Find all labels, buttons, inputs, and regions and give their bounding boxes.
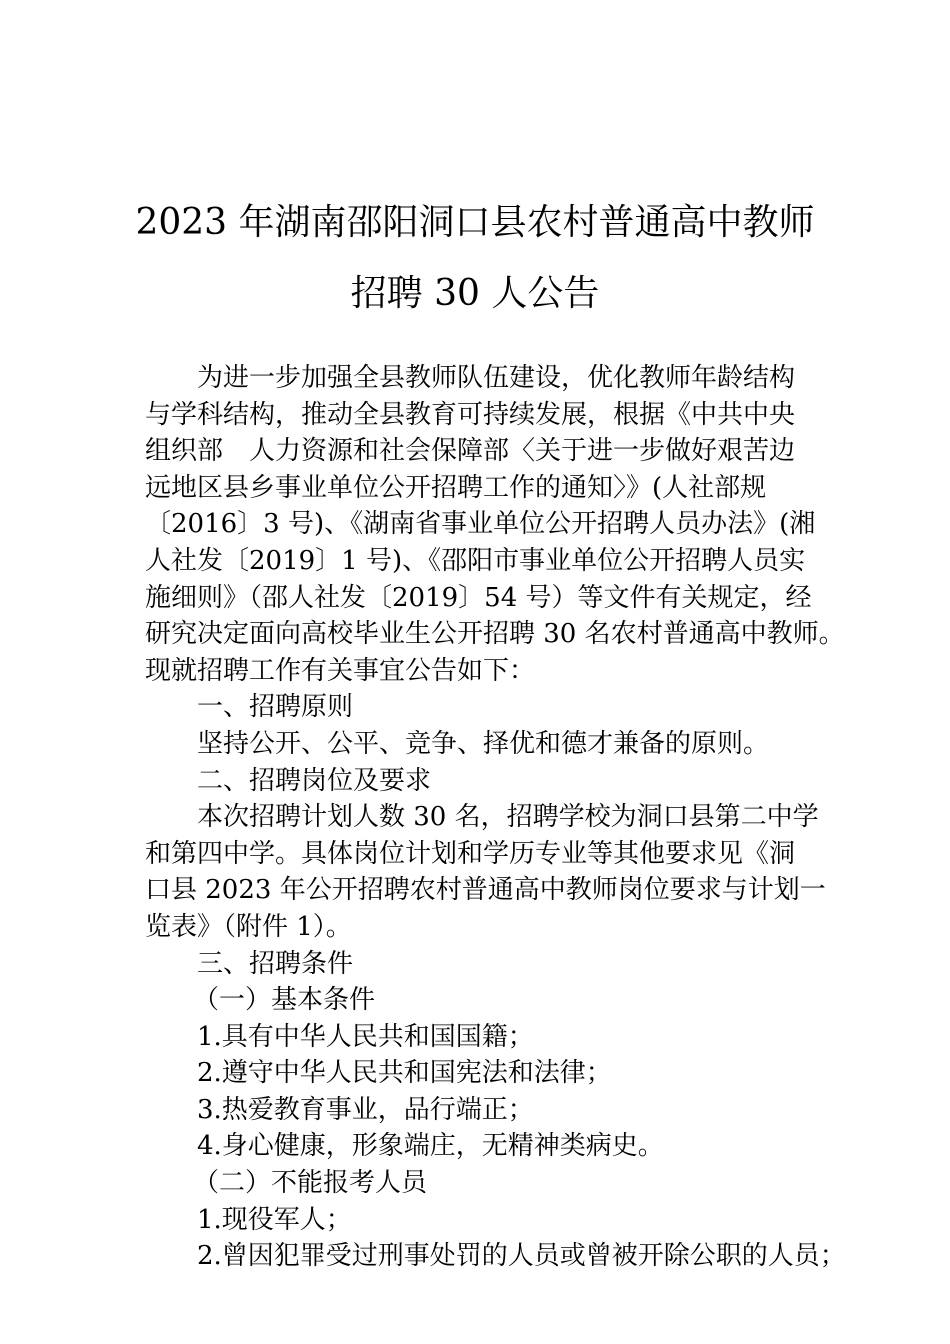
body-line: （二）不能报考人员 xyxy=(193,1168,428,1199)
body-line: 与学科结构，推动全县教育可持续发展，根据《中共中央 xyxy=(145,399,796,430)
body-line: 4.身心健康，形象端庄，无精神类病史。 xyxy=(197,1131,664,1162)
body-line: 和第四中学。具体岗位计划和学历专业等其他要求见《洞 xyxy=(145,838,796,869)
body-line: 二、招聘岗位及要求 xyxy=(197,765,432,796)
body-line: 为进一步加强全县教师队伍建设，优化教师年龄结构 xyxy=(197,363,796,393)
body-line: 〔2016〕3 号)、《湖南省事业单位公开招聘人员办法》(湘 xyxy=(145,509,816,540)
body-line: 口县 2023 年公开招聘农村普通高中教师岗位要求与计划一 xyxy=(145,875,826,906)
body-line: 研究决定面向高校毕业生公开招聘 30 名农村普通高中教师。 xyxy=(145,619,845,650)
body-line: （一）基本条件 xyxy=(193,985,376,1016)
document-title-line-2: 招聘 30 人公告 xyxy=(350,273,600,314)
body-line: 组织部 人力资源和社会保障部〈关于进一步做好艰苦边 xyxy=(145,436,796,467)
body-line: 2.曾因犯罪受过刑事处罚的人员或曾被开除公职的人员； xyxy=(197,1241,846,1272)
body-line: 人社发〔2019〕1 号)、《邵阳市事业单位公开招聘人员实 xyxy=(145,545,806,576)
body-line: 一、招聘原则 xyxy=(197,692,354,723)
body-line: 1.具有中华人民共和国国籍； xyxy=(197,1021,534,1052)
body-line: 本次招聘计划人数 30 名，招聘学校为洞口县第二中学 xyxy=(197,802,819,833)
document-title-line-1: 2023 年湖南邵阳洞口县农村普通高中教师 xyxy=(135,202,815,243)
body-line: 施细则》（邵人社发〔2019〕54 号）等文件有关规定，经 xyxy=(145,582,812,613)
body-line: 现就招聘工作有关事宜公告如下： xyxy=(145,655,536,686)
body-line: 览表》（附件 1）。 xyxy=(145,911,352,942)
document-body xyxy=(145,360,846,1275)
body-line: 坚持公开、公平、竞争、择优和德才兼备的原则。 xyxy=(197,728,770,759)
body-line: 3.热爱教育事业，品行端正； xyxy=(197,1094,534,1125)
body-line: 三、招聘条件 xyxy=(197,948,354,979)
body-line: 2.遵守中华人民共和国宪法和法律； xyxy=(197,1058,612,1089)
body-line: 1.现役军人； xyxy=(197,1204,352,1235)
body-line: 远地区县乡事业单位公开招聘工作的通知〉》(人社部规 xyxy=(145,472,767,503)
